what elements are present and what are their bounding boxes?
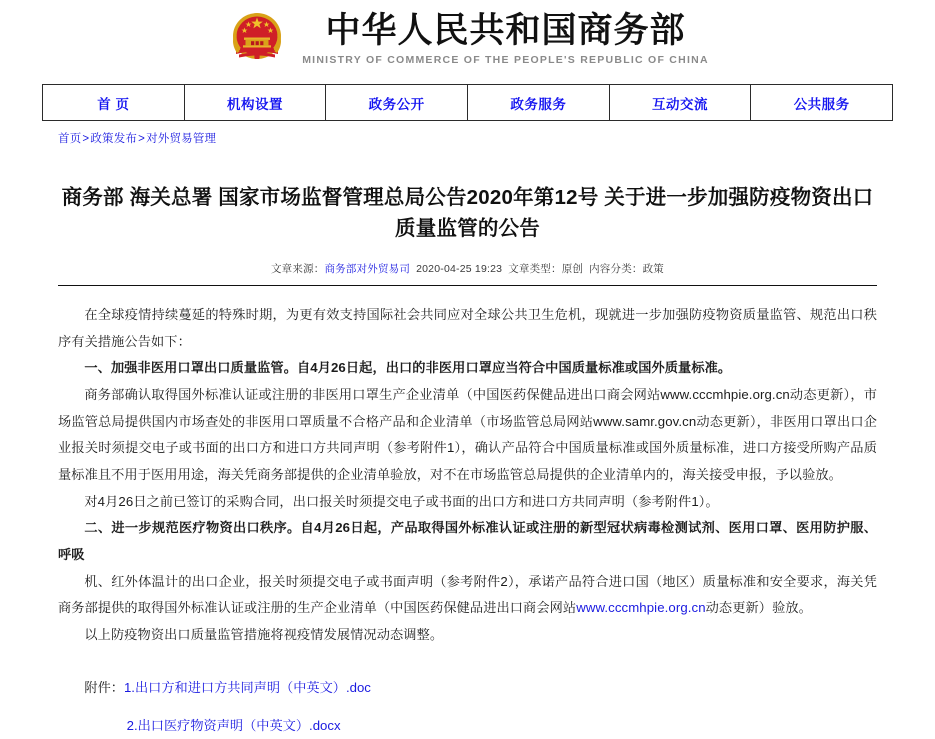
breadcrumb-item-2[interactable]: 政策发布 [90, 133, 138, 145]
attachment-link-2[interactable]: 2.出口医疗物资声明（中英文）.docx [126, 717, 341, 733]
nav-home[interactable]: 首 页 [42, 85, 185, 120]
nav-affairs-disclosure[interactable]: 政务公开 [326, 85, 468, 120]
page-title: 商务部 海关总署 国家市场监督管理总局公告2020年第12号 关于进一步加强防疫物资出口质量监管的公告 [61, 185, 874, 240]
attachment-row-2 [58, 713, 877, 739]
site-title-en: MINISTRY OF COMMERCE OF THE PEOPLE'S REPUBLIC OF CHINA [302, 54, 709, 67]
attachments-section [58, 675, 877, 739]
article-body [58, 302, 877, 649]
article-meta [58, 261, 877, 276]
meta-datetime: 2020-04-25 19:23 [416, 263, 503, 276]
meta-category-label: 内容分类： [589, 263, 643, 276]
meta-divider [58, 285, 877, 286]
meta-source-link[interactable]: 商务部对外贸易司 [324, 263, 411, 276]
breadcrumb-item-3[interactable]: 对外贸易管理 [146, 133, 217, 145]
nav-government-services[interactable]: 政务服务 [468, 85, 610, 120]
inline-url-link[interactable]: www.cccmhpie.org.cn [576, 600, 706, 616]
article [58, 146, 877, 739]
inline-url-text: www.cccmhpie.org.cn [660, 387, 790, 403]
national-emblem-icon [226, 8, 288, 70]
p-closing: 以上防疫物资出口质量监管措施将视疫情发展情况动态调整。 [84, 626, 444, 642]
breadcrumb [58, 130, 935, 146]
attachment-row-1 [58, 675, 877, 701]
nav-organization[interactable]: 机构设置 [185, 85, 327, 120]
attachments-label: 附件： [84, 679, 124, 695]
p-item-2-body: 机、红外体温计的出口企业，报关时须提交电子或书面声明（参考附件2），承诺产品符合进口国（地区）质量标准和安全要求，海关凭商务部提供的取得国外标准认证或注册的生产企业清单（中国医药保健品进出口商会网站www.cccmhpie.org.cn动态更新）验放。 [58, 573, 877, 616]
attachment-link-1[interactable]: 1.出口方和进口方共同声明（中英文）.doc [123, 679, 371, 695]
p-item-1: 一、加强非医用口罩出口质量监管。自4月26日起，出口的非医用口罩应当符合中国质量标准或国外质量标准。 [84, 360, 732, 376]
meta-source-label: 文章来源： [270, 263, 325, 276]
p-item-1-body: 商务部确认取得国外标准认证或注册的非医用口罩生产企业清单（中国医药保健品进出口商会网站www.cccmhpie.org.cn动态更新），市场监管总局提供国内市场查处的非医用口罩质量不合格产品和企业清单（市场监管总局网站www.samr.gov.cn动态更新），非医用口罩出口企业报关时须提交电子或书面的出口方和进口方共同声明（参考附件1），确认产品符合中国质量标准或国外质量标准，进口方接受所购产品质量标准且不用于医用用途，海关凭商务部提供的企业清单验放，对不在市场监管总局提供的企业清单内的，海关接受申报，予以验放。 [58, 387, 877, 482]
inline-url-text: www.samr.gov.cn [593, 413, 697, 429]
nav-public-services[interactable]: 公共服务 [751, 85, 893, 120]
p-intro: 在全球疫情持续蔓延的特殊时期，为更有效支持国际社会共同应对全球公共卫生危机，现就进一步加强防疫物资质量监管、规范出口秩序有关措施公告如下： [58, 307, 877, 349]
site-wordmark [302, 12, 709, 67]
nav-interaction[interactable]: 互动交流 [610, 85, 752, 120]
meta-type-label: 文章类型： [508, 263, 562, 276]
p-item-2: 二、进一步规范医疗物资出口秩序。自4月26日起，产品取得国外标准认证或注册的新型冠状病毒检测试剂、医用口罩、医用防护服、呼吸 [58, 520, 877, 562]
meta-category-value: 政策 [642, 263, 665, 276]
breadcrumb-separator: > [138, 133, 146, 145]
breadcrumb-item-1[interactable]: 首页 [58, 133, 82, 145]
site-title-cn: 中华人民共和国商务部 [325, 10, 686, 50]
site-masthead [0, 0, 935, 78]
primary-navigation [42, 84, 893, 121]
p-contract: 对4月26日之前已签订的采购合同，出口报关时须提交电子或书面的出口方和进口方共同声明（参考附件1）。 [84, 493, 719, 509]
meta-type-value: 原创 [561, 263, 584, 276]
breadcrumb-separator: > [82, 133, 90, 145]
